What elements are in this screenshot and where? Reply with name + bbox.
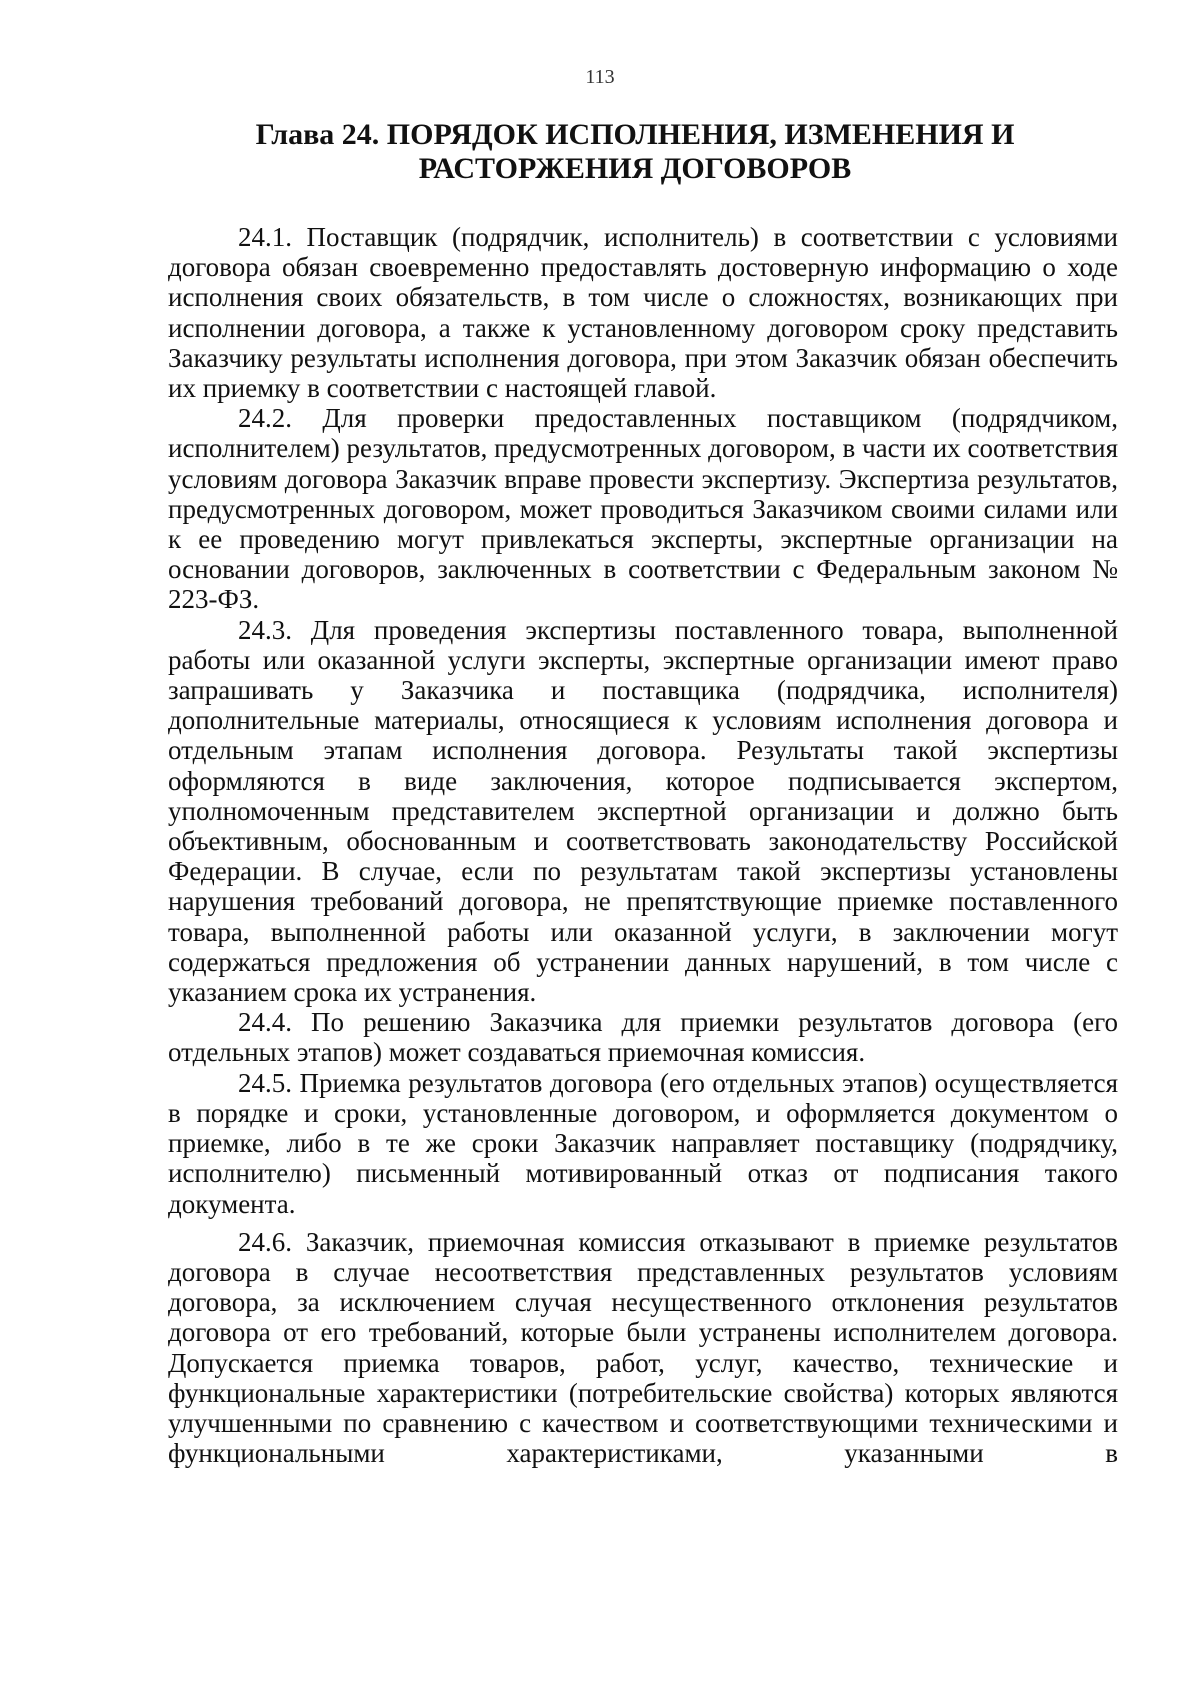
chapter-body: [168, 222, 1118, 1468]
paragraph-24-3: 24.3. Для проведения экспертизы поставленного товара, выполненной работы или оказанной услуги эксперты, экспертные организации имеют право запрашивать у Заказчика и поставщика (подрядчика, исполнителя) дополнительные материалы, относящиеся к условиям исполнения договора и отдельным этапам исполнения договора. Результаты такой экспертизы оформляются в виде заключения, которое подписывается экспертом, уполномоченным представителем экспертной организации и должно быть объективным, обоснованным и соответствовать законодательству Российской Федерации. В случае, если по результатам такой экспертизы установлены нарушения требований договора, не препятствующие приемке поставленного товара, выполненной работы или оказанной услуги, в заключении могут содержаться предложения об устранении данных нарушений, в том числе с указанием срока их устранения.: [168, 614, 1118, 1008]
chapter-title: [200, 118, 1070, 186]
paragraph-24-6: 24.6. Заказчик, приемочная комиссия отказывают в приемке результатов договора в случае несоответствия представленных результатов условиям договора, за исключением случая несущественного отклонения результатов договора от его требований, которые были устранены исполнителем договора. Допускается приемка товаров, работ, услуг, качество, технические и функциональные характеристики (потребительские свойства) которых являются улучшенными по сравнению с качеством и соответствующими техническими и функциональными характеристиками, указанными в: [168, 1226, 1118, 1469]
paragraph-24-1: 24.1. Поставщик (подрядчик, исполнитель) в соответствии с условиями договора обязан своевременно предоставлять достоверную информацию о ходе исполнения своих обязательств, в том числе о сложностях, возникающих при исполнении договора, а также к установленному договором сроку представить Заказчику результаты исполнения договора, при этом Заказчик обязан обеспечить их приемку в соответствии с настоящей главой.: [168, 222, 1118, 404]
chapter-title-line-2: РАСТОРЖЕНИЯ ДОГОВОРОВ: [418, 152, 852, 185]
paragraph-24-5: 24.5. Приемка результатов договора (его отдельных этапов) осуществляется в порядке и сроки, установленные договором, и оформляется документом о приемке, либо в те же сроки Заказчик направляет поставщику (подрядчику, исполнителю) письменный мотивированный отказ от подписания такого документа.: [168, 1067, 1118, 1219]
page-number: 113: [585, 66, 615, 88]
paragraph-24-2: 24.2. Для проверки предоставленных поставщиком (подрядчиком, исполнителем) результатов, предусмотренных договором, в части их соответствия условиям договора Заказчик вправе провести экспертизу. Экспертиза результатов, предусмотренных договором, может проводиться Заказчиком своими силами или к ее проведению могут привлекаться эксперты, экспертные организации на основании договоров, заключенных в соответствии с Федеральным законом № 223-ФЗ.: [168, 403, 1118, 615]
paragraph-24-4: 24.4. По решению Заказчика для приемки результатов договора (его отдельных этапов) может создаваться приемочная комиссия.: [168, 1007, 1118, 1068]
chapter-title-line-1: Глава 24. ПОРЯДОК ИСПОЛНЕНИЯ, ИЗМЕНЕНИЯ И: [255, 118, 1015, 151]
